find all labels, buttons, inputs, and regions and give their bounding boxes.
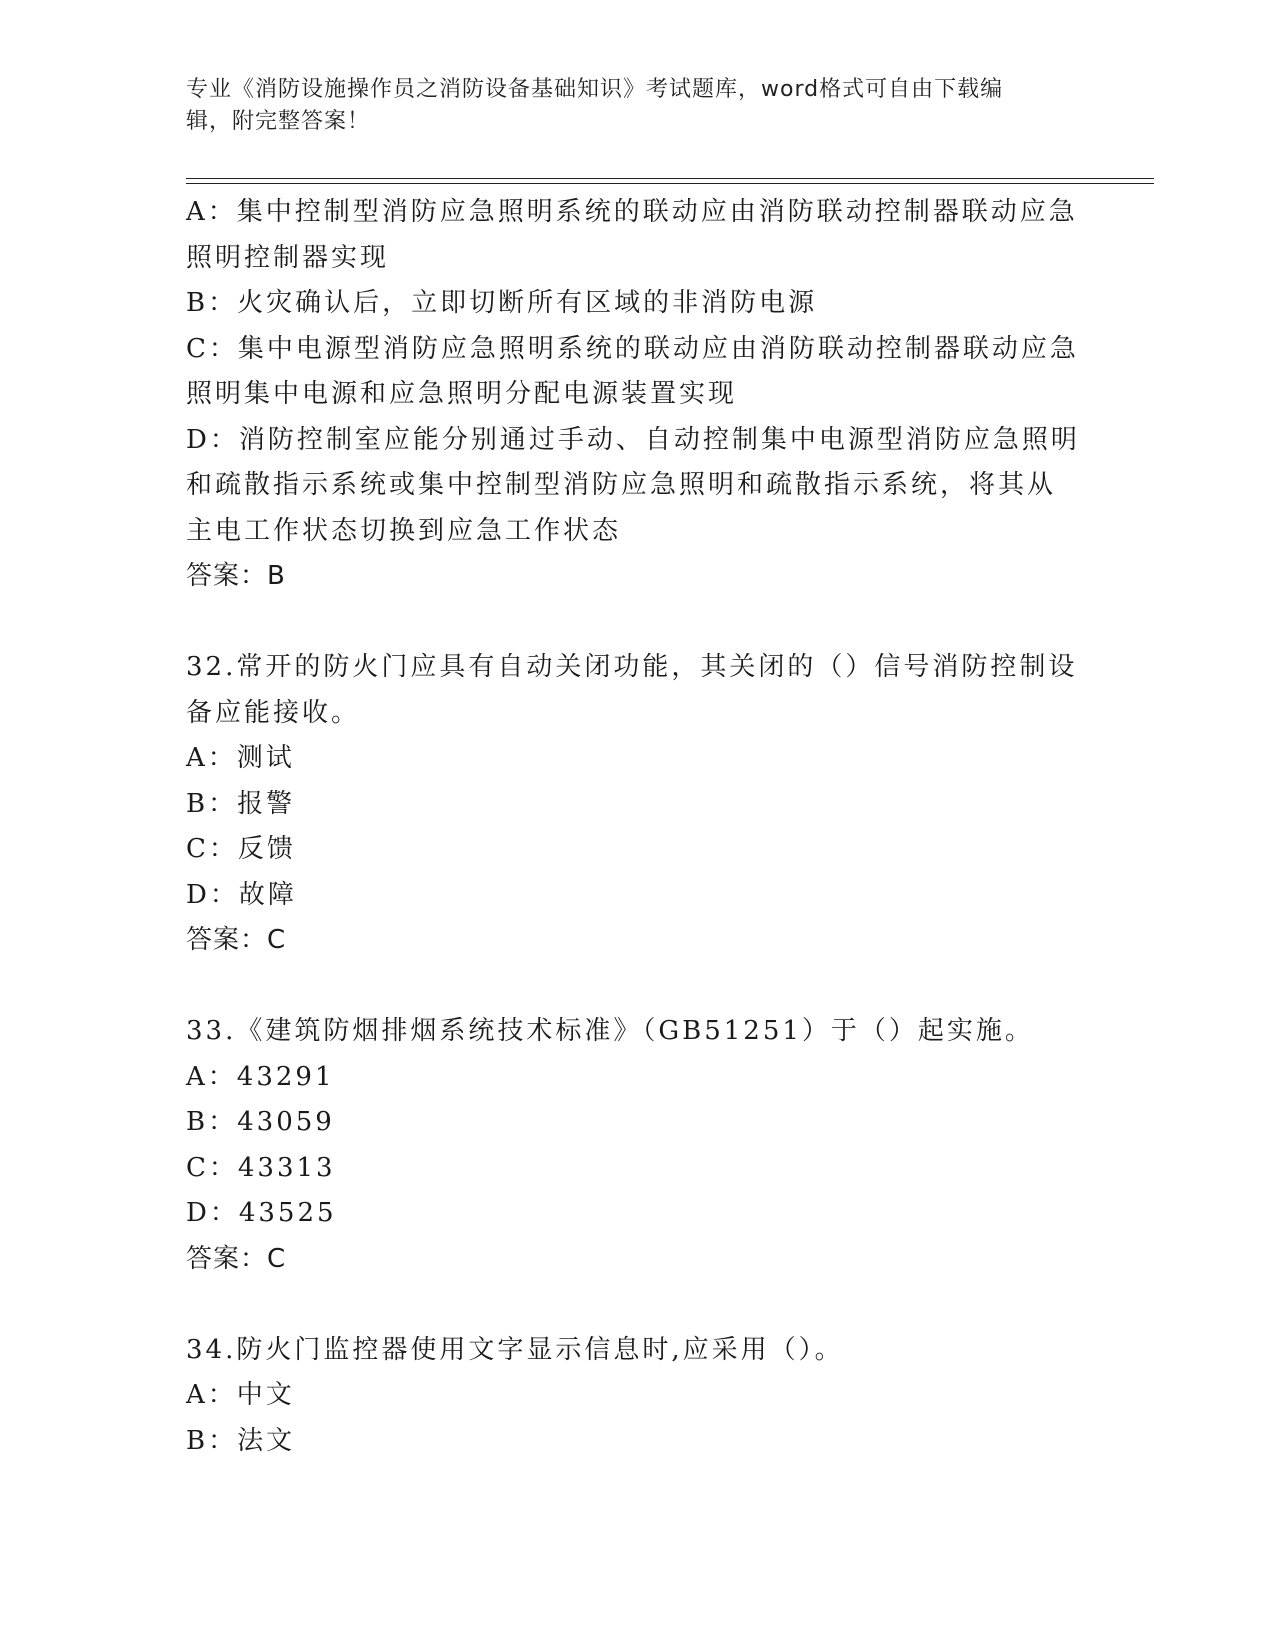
document-header — [186, 74, 1066, 138]
option-d: D：故障 — [186, 879, 297, 910]
option-c: C：43313 — [186, 1152, 336, 1183]
option-d: D：43525 — [186, 1198, 337, 1228]
header-line-1: 专业《消防设施操作员之消防设备基础知识》考试题库，word格式可自由下载编 — [186, 77, 1004, 102]
answer-32: 答案：C — [186, 925, 287, 955]
option-a: A：中文 — [186, 1380, 295, 1410]
option-a-line-1: A：集中控制型消防应急照明系统的联动应由消防联动控制器联动应急 — [186, 197, 1078, 227]
option-c: C：反馈 — [186, 834, 296, 864]
question-32-stem-line-1: 32.常开的防火门应具有自动关闭功能，其关闭的（）信号消防控制设 — [186, 652, 1078, 682]
question-content — [186, 190, 1086, 1464]
question-32-stem-line-2: 备应能接收。 — [186, 697, 361, 728]
option-d-line-2: 和疏散指示系统或集中控制型消防应急照明和疏散指示系统，将其从 — [186, 470, 1057, 500]
option-c-line-1: C：集中电源型消防应急照明系统的联动应由消防联动控制器联动应急 — [186, 333, 1079, 364]
question-34-stem: 34.防火门监控器使用文字显示信息时,应采用（）。 — [186, 1334, 844, 1365]
option-b: B：43059 — [186, 1107, 335, 1137]
header-line-2: 辑，附完整答案！ — [186, 109, 371, 134]
option-a-line-2: 照明控制器实现 — [186, 242, 390, 273]
option-b: B：报警 — [186, 788, 296, 819]
option-a: A：测试 — [186, 743, 295, 773]
question-33-stem: 33.《建筑防烟排烟系统技术标准》（GB51251）于（）起实施。 — [186, 1016, 1034, 1046]
option-a: A：43291 — [186, 1061, 335, 1092]
option-c-line-2: 照明集中电源和应急照明分配电源装置实现 — [186, 379, 738, 409]
spacer — [186, 1282, 1086, 1328]
question-31-options — [186, 190, 1086, 600]
answer-31: 答案：B — [186, 561, 286, 591]
question-33 — [186, 1009, 1086, 1282]
option-d-line-1: D：消防控制室应能分别通过手动、自动控制集中电源型消防应急照明 — [186, 424, 1080, 455]
option-d-line-3: 主电工作状态切换到应急工作状态 — [186, 515, 622, 546]
question-34 — [186, 1328, 1086, 1465]
spacer — [186, 964, 1086, 1010]
answer-33: 答案：C — [186, 1243, 287, 1274]
header-rule-top — [186, 178, 1154, 179]
question-32 — [186, 645, 1086, 964]
header-rule-bottom — [186, 183, 1154, 184]
spacer — [186, 600, 1086, 646]
option-b: B：法文 — [186, 1425, 296, 1456]
option-b: B：火灾确认后，立即切断所有区域的非消防电源 — [186, 288, 818, 318]
